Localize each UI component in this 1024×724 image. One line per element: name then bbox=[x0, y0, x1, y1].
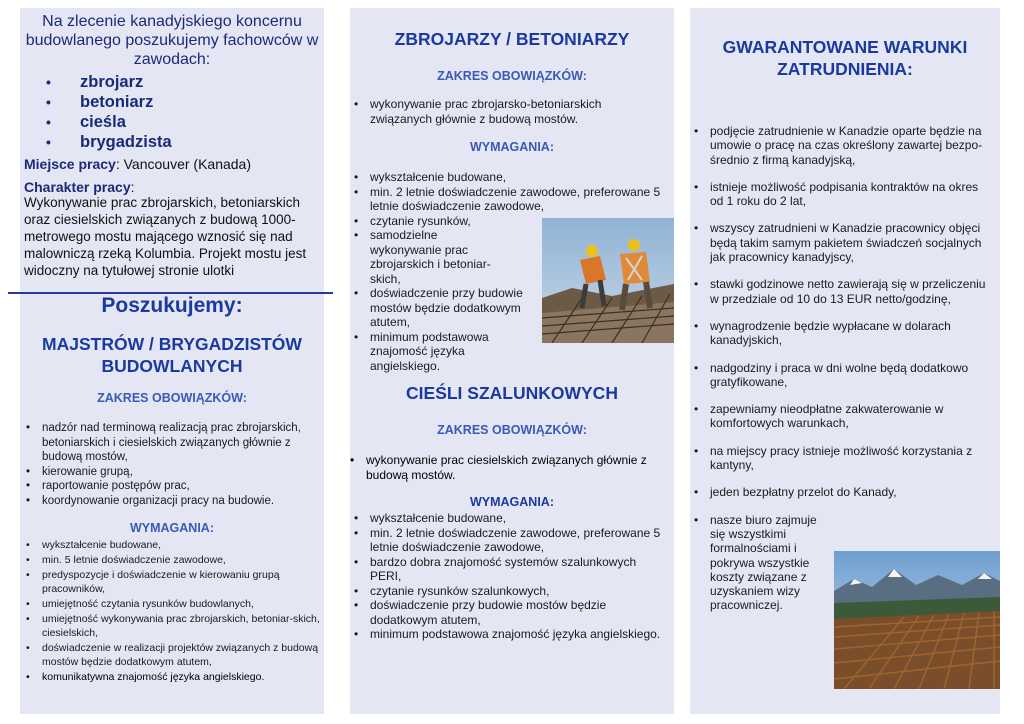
list-item: • doświadczenie w realizacji projektów związanych z budową mostów będzie dodatkowym atutem, bbox=[22, 641, 322, 669]
list-item: • kierowanie grupą, bbox=[22, 465, 324, 480]
conditions-title: GWARANTOWANE WARUNKI ZATRUDNIENIA: bbox=[722, 37, 968, 79]
list-item: • minimum podstawowa znajomość języka angielskiego. bbox=[350, 627, 668, 642]
list-item: • predyspozycje i doświadczenie w kierowaniu grupą pracowników, bbox=[22, 568, 322, 596]
trade-item: • zbrojarz bbox=[22, 72, 322, 92]
list-item: • czytanie rysunków szalunkowych, bbox=[350, 584, 668, 599]
requirements-heading: WYMAGANIA: bbox=[469, 140, 554, 154]
trade-item: • cieśla bbox=[22, 112, 322, 132]
list-item: • doświadczenie przy budowie mostów będzie dodatkowym atutem, bbox=[350, 286, 530, 330]
list-item: • wykształcenie budowane, bbox=[350, 511, 668, 526]
looking-for-title: Poszukujemy: bbox=[101, 294, 243, 317]
character-label: Charakter pracy bbox=[24, 179, 131, 195]
list-item: • wykonywanie prac zbrojarsko-betoniarskich związanych głównie z budową mostów. bbox=[350, 97, 660, 126]
duties-list bbox=[22, 421, 324, 508]
duties-heading: ZAKRES OBOWIĄZKÓW: bbox=[437, 69, 587, 83]
workplace-label: Miejsce pracy bbox=[24, 156, 116, 172]
workplace bbox=[24, 156, 251, 172]
list-item: • wszyscy zatrudnieni w Kanadzie pracownicy objęci będą takim samym pakietem świadczeń socjalnych jak pracownicy kanadyjscy, bbox=[690, 221, 990, 264]
intro-text: Na zlecenie kanadyjskiego koncernu budowlanego poszukujemy fachowców w zawodach: bbox=[25, 13, 319, 68]
duties-heading: ZAKRES OBOWIĄZKÓW: bbox=[437, 423, 587, 437]
list-item: • bardzo dobra znajomość systemów szalunkowych PERI, bbox=[350, 555, 668, 584]
list-item: • nadzór nad terminową realizacją prac zbrojarskich, betoniarskich i ciesielskich związanych głównie z budową mostów, bbox=[22, 421, 324, 465]
section-title-rebar: ZBROJARZY / BETONIARZY bbox=[394, 29, 630, 49]
list-item: • wykształcenie budowane, bbox=[22, 538, 322, 552]
list-item: • na miejscy pracy istnieje możliwość korzystania z kantyny, bbox=[690, 444, 990, 473]
list-item: • min. 2 letnie doświadczenie zawodowe, preferowane 5 letnie doświadczenie zawodowe, bbox=[350, 185, 666, 214]
character-label-line bbox=[24, 179, 135, 195]
list-item: • nasze biuro zajmuje się wszystkimi formalnościami i pokrywa wszystkie koszty związane z uzyskaniem wizy pracowniczej. bbox=[690, 513, 820, 613]
list-item: • stawki godzinowe netto zawierają się w przeliczeniu w przedziale od 10 do 13 EUR netto/godzinę, bbox=[690, 277, 990, 306]
trades-list bbox=[22, 72, 322, 152]
bridge-rebar-mountains-photo bbox=[834, 551, 1000, 689]
list-item: • doświadczenie przy budowie mostów będzie dodatkowym atutem, bbox=[350, 598, 668, 627]
list-item: • czytanie rysunków, bbox=[350, 214, 536, 229]
list-item: • wynagrodzenie będzie wypłacane w dolarach kanadyjskich, bbox=[690, 319, 990, 348]
list-item: • umiejętność wykonywania prac zbrojarskich, betoniar-skich, ciesielskich, bbox=[22, 612, 322, 640]
role-title: MAJSTRÓW / BRYGADZISTÓW BUDOWLANYCH bbox=[42, 334, 302, 376]
conditions-list bbox=[690, 124, 990, 613]
list-item: • min. 5 letnie doświadczenie zawodowe, bbox=[22, 553, 322, 567]
list-item: • wykonywanie prac ciesielskich związanych głównie z budową mostów. bbox=[346, 453, 656, 482]
duties-heading: ZAKRES OBOWIĄZKÓW: bbox=[97, 391, 247, 405]
list-item: • samodzielne wykonywanie prac zbrojarskich i betoniar-skich, bbox=[350, 228, 510, 286]
duties-list bbox=[350, 97, 660, 126]
trade-item: • betoniarz bbox=[22, 92, 322, 112]
character-colon: : bbox=[130, 179, 135, 195]
list-item: • koordynowanie organizacji pracy na budowie. bbox=[22, 494, 324, 509]
list-item: • jeden bezpłatny przelot do Kanady, bbox=[690, 485, 990, 499]
list-item: • minimum podstawowa znajomość języka angielskiego. bbox=[350, 330, 490, 374]
requirements-heading: WYMAGANIA: bbox=[469, 495, 554, 509]
trade-item: • brygadzista bbox=[22, 132, 322, 152]
list-item: • umiejętność czytania rysunków budowlanych, bbox=[22, 597, 322, 611]
section-title-carpenters: CIEŚLI SZALUNKOWYCH bbox=[406, 383, 618, 403]
list-item: • nadgodziny i praca w dni wolne będą dodatkowo gratyfikowane, bbox=[690, 361, 990, 390]
workplace-value: : Vancouver (Kanada) bbox=[115, 156, 251, 172]
list-item: • wykształcenie budowane, bbox=[350, 170, 666, 185]
rebar-workers-photo bbox=[542, 218, 674, 343]
duties-list bbox=[346, 453, 656, 482]
list-item: • raportowanie postępów prac, bbox=[22, 479, 324, 494]
list-item: • istnieje możliwość podpisania kontraktów na okres od 1 roku do 2 lat, bbox=[690, 180, 990, 209]
character-text: Wykonywanie prac zbrojarskich, betoniarskich oraz ciesielskich związanych z budową 1000-metrowego mostu mającego wznosić się nad malowniczą rzeką Kolumbia. Projekt mostu jest widoczny na tytułowej stronie ulotki bbox=[24, 195, 307, 278]
requirements-heading: WYMAGANIA: bbox=[129, 521, 214, 535]
list-item: • zapewniamy nieodpłatne zakwaterowanie w komfortowych warunkach, bbox=[690, 402, 990, 431]
list-item: • komunikatywna znajomość języka angielskiego. bbox=[22, 670, 322, 684]
requirements-list bbox=[350, 511, 668, 642]
list-item: • podjęcie zatrudnienie w Kanadzie oparte będzie na umowie o pracę na czas określony zawartej bezpo-średnio z firmą kanadyjską, bbox=[690, 124, 990, 167]
list-item: • min. 2 letnie doświadczenie zawodowe, preferowane 5 letnie doświadczenie zawodowe, bbox=[350, 526, 668, 555]
requirements-list bbox=[22, 538, 322, 684]
